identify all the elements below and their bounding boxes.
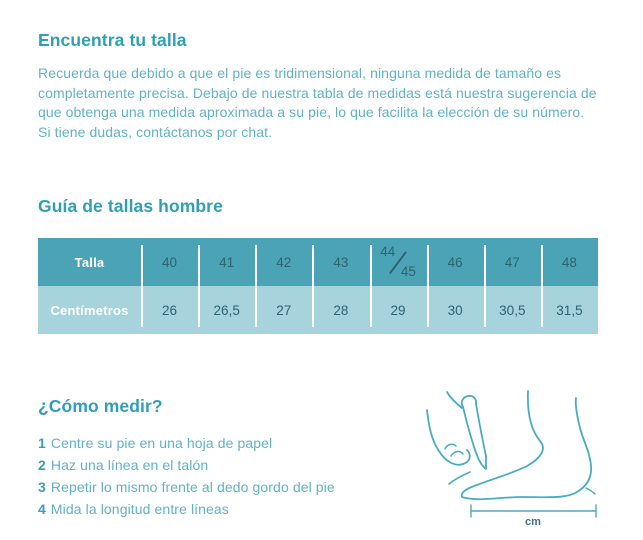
men-size-guide-title: Guía de tallas hombre xyxy=(38,196,223,216)
cm-cell: 29 xyxy=(390,302,406,318)
cm-cell: 31,5 xyxy=(556,302,583,318)
size-cell: 40 xyxy=(162,254,178,270)
column-divider xyxy=(541,245,543,327)
cm-cell: 28 xyxy=(333,302,349,318)
step-number: 2 xyxy=(38,457,46,473)
intro-paragraph-line: Si tiene dudas, contáctanos por chat. xyxy=(38,123,273,140)
step-text: Mida la longitud entre líneas xyxy=(50,501,229,517)
step-number: 3 xyxy=(38,479,46,495)
foot-outline xyxy=(462,391,595,499)
size-45: 45 xyxy=(400,264,416,279)
column-divider xyxy=(141,245,143,327)
column-divider xyxy=(370,245,372,327)
intro-paragraph-line: completamente precisa. Debajo de nuestra tabla de medidas está nuestra sugerencia de xyxy=(38,84,597,101)
cm-cell: 26 xyxy=(162,302,178,318)
find-your-size-title: Encuentra tu talla xyxy=(38,30,187,50)
cm-cell: 30 xyxy=(447,302,463,318)
step-number: 4 xyxy=(38,501,46,517)
size-cell: 43 xyxy=(333,254,349,270)
size-44: 44 xyxy=(380,244,396,259)
size-row-label: Talla xyxy=(74,254,105,270)
column-divider xyxy=(255,245,257,327)
cm-cell: 26,5 xyxy=(213,302,240,318)
how-to-measure-title: ¿Cómo medir? xyxy=(38,396,163,416)
cm-label: cm xyxy=(525,516,541,528)
size-row xyxy=(38,238,598,286)
size-cell: 48 xyxy=(561,254,577,270)
column-divider xyxy=(312,245,314,327)
size-table xyxy=(38,238,598,334)
intro-paragraph xyxy=(38,64,605,142)
step-text: Centre su pie en una hoja de papel xyxy=(50,435,273,451)
cm-cell: 27 xyxy=(276,302,292,318)
foot-measurement-illustration xyxy=(413,381,615,533)
hand-with-pen xyxy=(427,392,486,484)
step-text: Repetir lo mismo frente al dedo gordo del pie xyxy=(50,479,335,495)
size-cell: 47 xyxy=(504,254,520,270)
column-divider xyxy=(198,245,200,327)
column-divider xyxy=(427,245,429,327)
intro-paragraph-line: que obtenga una medida aproximada a su pie, lo que facilita la elección de su número. xyxy=(38,104,585,120)
centimeters-row xyxy=(38,286,598,334)
step-number: 1 xyxy=(38,435,46,451)
intro-paragraph-line: Recuerda que debido a que el pie es tridimensional, ninguna medida de tamaño es xyxy=(38,65,562,81)
size-cell-44-45 xyxy=(370,238,427,286)
size-cell: 46 xyxy=(447,254,463,270)
step-text: Haz una línea en el talón xyxy=(50,457,209,473)
centimeters-row-label: Centímetros xyxy=(50,302,129,318)
cm-cell: 30,5 xyxy=(499,302,526,318)
size-cell: 42 xyxy=(276,254,292,270)
column-divider xyxy=(484,245,486,327)
size-cell: 41 xyxy=(219,254,235,270)
